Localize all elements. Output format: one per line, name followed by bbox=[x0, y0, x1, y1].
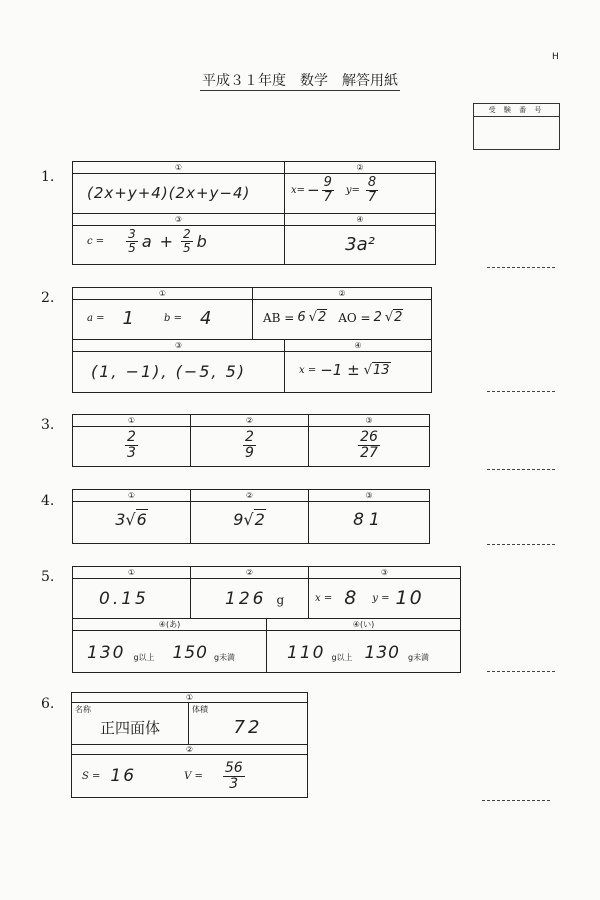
q5-answer-2-value: 126 bbox=[225, 589, 267, 609]
q2-answer-3: (1, −1), (−5, 5) bbox=[91, 362, 247, 381]
q4-cell-3 bbox=[309, 490, 429, 543]
q3-cell-1 bbox=[73, 415, 191, 466]
q6-v-fraction: $\frac{56}{3}$ bbox=[224, 760, 243, 792]
page-title: 平成３１年度 数学 解答用紙 bbox=[202, 73, 398, 89]
q1-c-var-b: b bbox=[196, 231, 207, 251]
q5-answer-2 bbox=[225, 589, 284, 609]
q5-cell-1 bbox=[73, 567, 191, 619]
q1-cell-4 bbox=[285, 214, 435, 264]
q1-y-fraction: $\frac{8}{7}$ bbox=[367, 175, 377, 205]
q3-header-3: ③ bbox=[309, 415, 429, 427]
q2-cell-2 bbox=[253, 288, 431, 340]
q6-s-value: 16 bbox=[110, 766, 137, 787]
score-line-2 bbox=[487, 391, 555, 392]
q6-answer-2 bbox=[82, 761, 245, 791]
question-number-6: 6. bbox=[41, 696, 55, 712]
q3-answer-1: $\frac{2}{3}$ bbox=[127, 429, 136, 461]
q2-header-3: ③ bbox=[73, 340, 284, 352]
q5-cell-4a bbox=[73, 619, 267, 672]
q1-x-label: x= bbox=[291, 184, 306, 196]
question-number-3: 3. bbox=[41, 417, 55, 433]
score-line-5 bbox=[487, 671, 555, 672]
q3-cell-2 bbox=[191, 415, 309, 466]
q4-answer-grid bbox=[72, 489, 430, 544]
q5-header-4a: ④(あ) bbox=[73, 619, 266, 631]
q6-volume-label: 体積 bbox=[192, 705, 208, 714]
q2-cell-3 bbox=[73, 340, 285, 392]
q3-answer-3: $\frac{26}{27}$ bbox=[360, 429, 378, 461]
exam-number-box bbox=[473, 103, 560, 150]
q5-answer-2-unit: g bbox=[276, 593, 285, 607]
q5-answer-1: 0.15 bbox=[99, 589, 149, 609]
q4-answer-1: 3√6 bbox=[115, 510, 147, 529]
q1-c-frac-2: $\frac{2}{5}$ bbox=[183, 227, 191, 255]
q2-cell-1 bbox=[73, 288, 253, 340]
q5-cell-3 bbox=[309, 567, 460, 619]
q4-cell-2 bbox=[191, 490, 309, 543]
q2-ao-coef: 2 bbox=[373, 310, 382, 325]
q2-x-label: x = bbox=[299, 364, 317, 376]
q5-answer-4a: 130 g以上 150 g未満 bbox=[87, 643, 236, 663]
q3-header-1: ① bbox=[73, 415, 190, 427]
q2-ab-label: AB = bbox=[263, 310, 295, 325]
q1-answer-grid bbox=[72, 161, 436, 265]
score-line-3 bbox=[487, 469, 555, 470]
q1-c-frac-1: $\frac{3}{5}$ bbox=[128, 227, 136, 255]
score-line-4 bbox=[487, 544, 555, 545]
q1-header-2: ② bbox=[285, 162, 435, 174]
q2-ab-radical: √2 bbox=[308, 310, 327, 325]
q1-y-label: y= bbox=[345, 184, 360, 196]
q5-cell-4i bbox=[267, 619, 460, 672]
q5-x-label: x = bbox=[315, 592, 333, 604]
q2-header-2: ② bbox=[253, 288, 431, 300]
q3-answer-grid bbox=[72, 414, 430, 467]
score-line-1 bbox=[487, 267, 555, 268]
q6-cell-2 bbox=[72, 745, 307, 797]
question-number-1: 1. bbox=[41, 169, 55, 185]
q2-answer-4 bbox=[299, 361, 391, 379]
q5-y-label: y = bbox=[372, 592, 390, 604]
question-number-5: 5. bbox=[41, 569, 55, 585]
q6-answer-grid bbox=[71, 692, 308, 798]
question-number-2: 2. bbox=[41, 290, 55, 306]
q2-b-value: 4 bbox=[199, 308, 212, 329]
q6-cell-volume bbox=[189, 703, 307, 745]
q3-cell-3 bbox=[309, 415, 429, 466]
q6-header-2: ② bbox=[72, 745, 307, 755]
q2-ao-radical: √2 bbox=[384, 310, 403, 325]
q2-header-4: ④ bbox=[285, 340, 431, 352]
q6-volume-value: 72 bbox=[233, 717, 263, 738]
q2-x-radical: √13 bbox=[363, 362, 390, 378]
q6-header-row-1 bbox=[72, 693, 307, 703]
q5-answer-4i: 110 g以上 130 g未満 bbox=[287, 643, 430, 663]
q4-header-2: ② bbox=[191, 490, 308, 502]
q4-header-3: ③ bbox=[309, 490, 429, 502]
score-line-6 bbox=[482, 800, 550, 801]
q4-answer-3: 81 bbox=[353, 510, 385, 530]
q1-c-plus: + bbox=[159, 231, 174, 251]
q2-ab-coef: 6 bbox=[297, 310, 306, 325]
q1-c-label: c = bbox=[87, 235, 105, 247]
q5-header-2: ② bbox=[191, 567, 308, 579]
q1-x-fraction: $\frac{9}{7}$ bbox=[323, 175, 332, 205]
q1-cell-1 bbox=[73, 162, 285, 214]
q6-s-label: S = bbox=[82, 770, 101, 782]
q5-y-value: 10 bbox=[395, 587, 424, 609]
q2-answer-2 bbox=[263, 310, 403, 325]
q2-a-label: a = bbox=[87, 313, 105, 324]
q6-v-label: V = bbox=[184, 770, 203, 782]
q1-x-sign: − bbox=[307, 181, 320, 200]
q5-header-1: ① bbox=[73, 567, 190, 579]
question-number-4: 4. bbox=[41, 493, 55, 509]
corner-mark: H bbox=[552, 52, 559, 62]
q5-x-value: 8 bbox=[344, 587, 357, 609]
q1-cell-3 bbox=[73, 214, 285, 264]
q5-answer-3 bbox=[315, 587, 424, 609]
q1-answer-1: (2x+y+4)(2x+y−4) bbox=[87, 184, 251, 202]
q4-cell-1 bbox=[73, 490, 191, 543]
q2-b-label: b = bbox=[163, 313, 182, 324]
q5-header-4i: ④(い) bbox=[267, 619, 460, 631]
q4-answer-2: 9√2 bbox=[233, 510, 265, 529]
q2-x-prefix: −1 ± bbox=[320, 361, 360, 379]
q1-header-3: ③ bbox=[73, 214, 284, 226]
q3-answer-2: $\frac{2}{9}$ bbox=[245, 429, 254, 461]
q2-answer-grid bbox=[72, 287, 432, 393]
q1-header-1: ① bbox=[73, 162, 284, 174]
q1-answer-3 bbox=[87, 228, 207, 254]
q2-header-1: ① bbox=[73, 288, 252, 300]
q1-c-var-a: a bbox=[141, 231, 152, 251]
q1-cell-2 bbox=[285, 162, 435, 214]
q6-header-1: ① bbox=[185, 693, 194, 702]
q5-cell-2 bbox=[191, 567, 309, 619]
q6-cell-name bbox=[72, 703, 189, 745]
q3-header-2: ② bbox=[191, 415, 308, 427]
q2-a-value: 1 bbox=[122, 308, 134, 329]
q1-answer-4: 3a² bbox=[345, 234, 375, 255]
q2-ao-label: AO = bbox=[338, 310, 371, 325]
q6-name-value: 正四面体 bbox=[99, 719, 160, 737]
q5-header-3: ③ bbox=[309, 567, 460, 579]
q6-name-label: 名称 bbox=[75, 705, 91, 714]
q2-answer-1 bbox=[87, 308, 211, 329]
q2-cell-4 bbox=[285, 340, 431, 392]
q5-answer-grid bbox=[72, 566, 461, 673]
q4-header-1: ① bbox=[73, 490, 190, 502]
q1-header-4: ④ bbox=[285, 214, 435, 226]
q1-answer-2 bbox=[291, 176, 378, 204]
exam-number-label: 受 験 番 号 bbox=[474, 104, 559, 117]
